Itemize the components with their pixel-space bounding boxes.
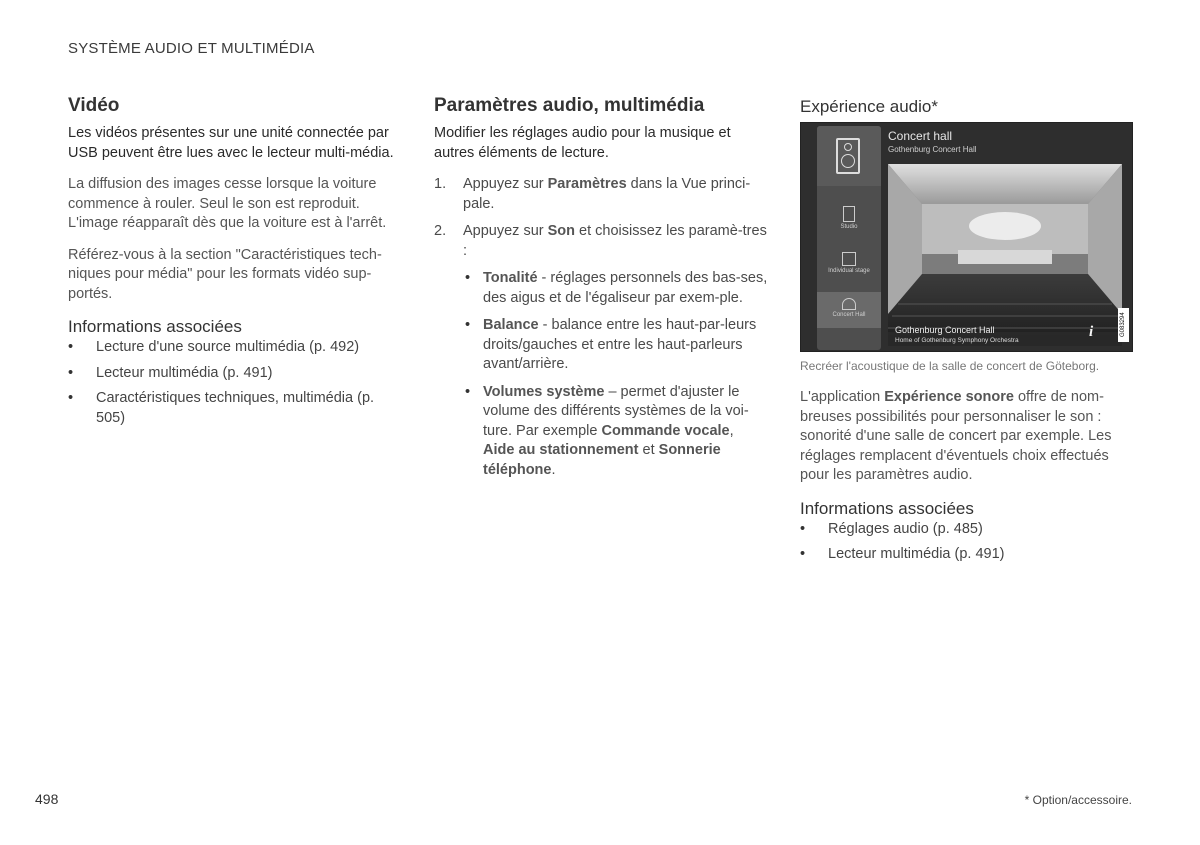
related-info-list [68, 338, 403, 428]
info-icon: i [1089, 324, 1094, 340]
screen-sidebar [817, 126, 881, 350]
related-link[interactable]: • Réglages audio (p. 485) [800, 520, 1135, 540]
sound-options-list [463, 269, 769, 480]
term-experience-sonore: Expérience sonore [884, 389, 1014, 405]
concert-hall-illustration [888, 164, 1122, 346]
screen-caption-subtitle: Home of Gothenburg Symphony Orchestra [895, 337, 1019, 344]
option-volumes-systeme: • Volumes système – permet d'ajuster le volume des différents systèmes de la voi-ture. Par exemple Commande vocale, Aide au stationnement et Sonnerie téléphone. [463, 383, 769, 481]
related-info-list-2 [800, 520, 1135, 565]
step-1: 1. Appuyez sur Paramètres dans la Vue princi-pale. [434, 176, 751, 212]
video-paragraph-2: La diffusion des images cesse lorsque la voiture commence à rouler. Seul le son est reproduit. L'image réapparaît dès que la voiture est à l'arrêt. [68, 176, 387, 231]
footnote: * Option/accessoire. [1024, 793, 1132, 807]
column-audio-settings [434, 94, 769, 488]
term-son: Son [547, 223, 576, 239]
option-tonalite: • Tonalité - réglages personnels des bas-ses, des aigus et de l'égaliseur par exem-ple. [463, 269, 769, 308]
audio-settings-heading: Paramètres audio, multimédia [434, 95, 705, 116]
audio-experience-heading: Expérience audio* [800, 97, 938, 116]
video-heading: Vidéo [68, 95, 120, 116]
related-link[interactable]: • Lecteur multimédia (p. 491) [800, 545, 1135, 565]
sidebar-item-concert-hall: Concert Hall [817, 292, 881, 328]
step-2: 2. Appuyez sur Son et choisissez les paramè-tres : • Tonalité - réglages personnels des bas-ses, des aigus et de l'égaliseur par exem-ple. • Balance - balance entre les haut-par-leurs droits/gauches et entre les haut-parleurs avant/arrière. • Volumes système – permet d'ajuster le volume des différents systèmes de la voi-ture. Par exemple Commande vocale, Aide au stationnement et Sonnerie téléphone. [434, 222, 769, 480]
audio-settings-intro: Modifier les réglages audio pour la musique et autres éléments de lecture. [434, 125, 731, 161]
image-code: G083294 [1118, 308, 1129, 342]
speaker-tile [817, 126, 881, 186]
sidebar-item-individual-stage: Individual stage [817, 252, 881, 274]
screen-title: Concert hall [888, 129, 953, 143]
page-number: 498 [35, 791, 59, 807]
option-balance: • Balance - balance entre les haut-par-leurs droits/gauches et entre les haut-parleurs avant/arrière. [463, 316, 769, 375]
screen-caption-title: Gothenburg Concert Hall [895, 325, 995, 335]
audio-experience-paragraph: L'application Expérience sonore offre de nom-breuses possibilités pour personnaliser le son : sonorité d'une salle de concert par exemple. Les réglages remplacent d'éventuels choix effectués pour les paramètres audio. [800, 389, 1112, 483]
column-video [68, 94, 403, 434]
term-parametres: Paramètres [547, 176, 627, 192]
related-info-heading: Informations associées [68, 317, 242, 336]
speaker-icon [836, 138, 860, 174]
related-info-heading-2: Informations associées [800, 498, 974, 518]
studio-icon [843, 206, 855, 222]
steps-list [434, 175, 769, 480]
concert-hall-photo [888, 164, 1122, 346]
related-link[interactable]: • Lecture d'une source multimédia (p. 492) [68, 338, 403, 358]
sidebar-item-studio: Studio [817, 206, 881, 230]
audio-experience-screenshot [800, 122, 1133, 352]
related-link[interactable]: • Lecteur multimédia (p. 491) [68, 364, 403, 384]
image-caption: Recréer l'acoustique de la salle de concert de Göteborg. [800, 359, 1100, 373]
video-paragraph-3: Référez-vous à la section "Caractéristiques tech-niques pour média" pour les formats vidéo sup-portés. [68, 246, 382, 302]
screen-subtitle: Gothenburg Concert Hall [888, 145, 977, 154]
stage-icon [842, 252, 856, 266]
related-link[interactable]: • Caractéristiques techniques, multimédia (p. 505) [68, 389, 403, 428]
section-header: SYSTÈME AUDIO ET MULTIMÉDIA [68, 40, 315, 57]
video-intro: Les vidéos présentes sur une unité connectée par USB peuvent être lues avec le lecteur multi-média. [68, 125, 394, 161]
concert-hall-icon [842, 298, 856, 310]
column-audio-experience [800, 94, 1135, 571]
